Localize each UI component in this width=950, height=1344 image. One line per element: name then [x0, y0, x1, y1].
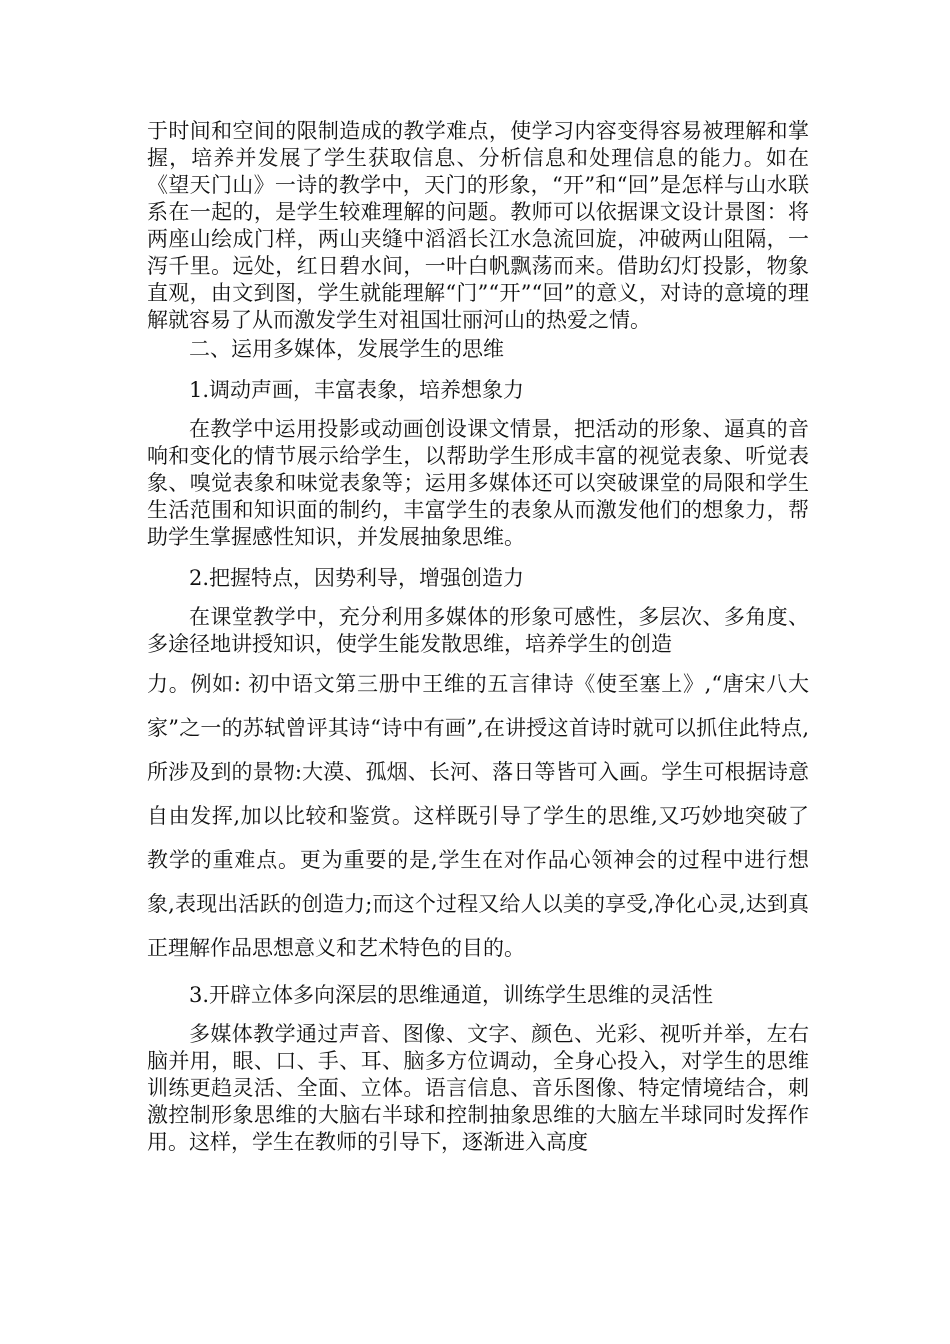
paragraph-creativity-part-2: 力。例如: 初中语文第三册中王维的五言律诗《使至塞上》,“唐宋八大家”之一的苏轼曾评其诗“诗中有画”,在讲授这首诗时就可以抓住此特点,所涉及到的景物:大漠、孤烟、长河、落日等皆可入画。学生可根据诗意自由发挥,加以比较和鉴赏。这样既引导了学生的思维,又巧妙地突破了教学的重难点。更为重要的是,学生在对作品心领神会的过程中进行想象,表现出活跃的创造力;而这个过程又给人以美的享受,净化心灵,达到真正理解作品思想意义和艺术特色的目的。	[147, 672, 809, 960]
document-body	[147, 118, 809, 1156]
paragraph-creativity-part-1: 在课堂教学中，充分利用多媒体的形象可感性，多层次、多角度、多途径地讲授知识，使学生能发散思维，培养学生的创造	[147, 605, 809, 656]
paragraph-flexibility: 多媒体教学通过声音、图像、文字、颜色、光彩、视听并举，左右脑并用，眼、口、手、耳、脑多方位调动，全身心投入，对学生的思维训练更趋灵活、全面、立体。语言信息、音乐图像、特定情境结合，刺激控制形象思维的大脑右半球和控制抽象思维的大脑左半球同时发挥作用。这样，学生在教师的引导下，逐渐进入高度	[147, 1022, 809, 1154]
section-heading-multimedia-thinking: 二、运用多媒体，发展学生的思维	[189, 337, 504, 361]
paragraph-imagination: 在教学中运用投影或动画创设课文情景，把活动的形象、逼真的音响和变化的情节展示给学生，以帮助学生形成丰富的视觉表象、听觉表象、嗅觉表象和味觉表象等；运用多媒体还可以突破课堂的局限和学生生活范围和知识面的制约，丰富学生的表象从而激发他们的想象力，帮助学生掌握感性知识，并发展抽象思维。	[147, 417, 809, 549]
subheading-flexibility: 3.开辟立体多向深层的思维通道，训练学生思维的灵活性	[189, 983, 714, 1007]
paragraph-imagery-teaching: 于时间和空间的限制造成的教学难点，使学习内容变得容易被理解和掌握，培养并发展了学生获取信息、分析信息和处理信息的能力。如在《望天门山》一诗的教学中，天门的形象，“开”和“回”是怎样与山水联系在一起的，是学生较难理解的问题。教师可以依据课文设计景图：将两座山绘成门样，两山夹缝中滔滔长江水急流回旋，冲破两山阻隔，一泻千里。远处，红日碧水间，一叶白帆飘荡而来。借助幻灯投影，物象直观，由文到图，学生就能理解“门”“开”“回”的意义，对诗的意境的理解就容易了从而激发学生对祖国壮丽河山的热爱之情。	[147, 119, 809, 332]
paragraph-creativity	[147, 604, 809, 970]
subheading-imagination: 1.调动声画，丰富表象，培养想象力	[189, 378, 525, 402]
subheading-creativity: 2.把握特点，因势利导，增强创造力	[189, 566, 525, 590]
